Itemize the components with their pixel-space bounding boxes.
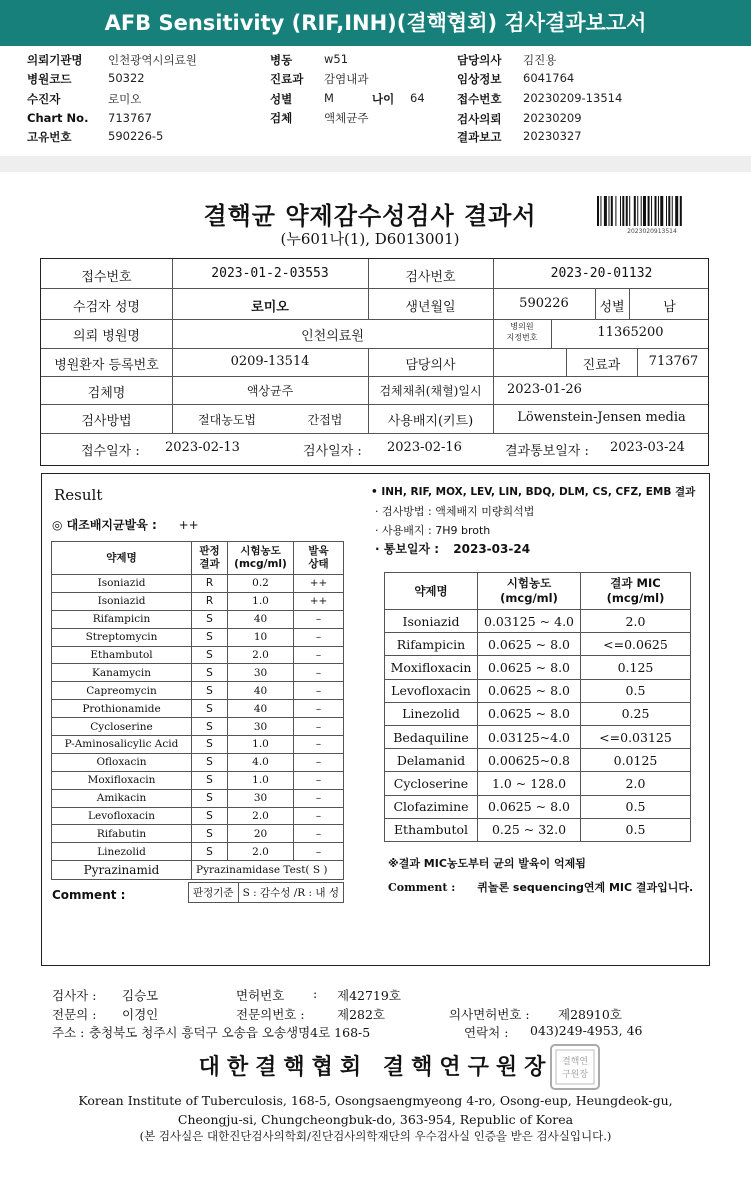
col-header: 발육 상태 [294, 542, 344, 575]
comment-label: Comment : [52, 888, 126, 902]
info-label: 검사의뢰 [457, 112, 502, 126]
hospital-code-label: 병의원 [510, 322, 534, 331]
mic-value: 0.125 [581, 656, 691, 679]
growth-status: – [294, 664, 344, 682]
result-title: Result [54, 486, 103, 504]
drug-name: Isoniazid [52, 575, 192, 593]
document-title: 결핵균 약제감수성검사 결과서 [203, 201, 537, 230]
reg-no: 0209-13514 [230, 354, 310, 369]
info-label: Chart No. [27, 111, 89, 125]
dept-label: 진료과 [582, 358, 621, 373]
info-label: 병동 [270, 53, 293, 67]
info-value: M [324, 91, 334, 105]
mic-value: <=0.03125 [581, 725, 691, 748]
criteria-text: S : 감수성 /R : 내 성 [238, 883, 343, 902]
drug-name: P-Aminosalicylic Acid [52, 736, 192, 754]
info-value: 김진용 [523, 53, 557, 67]
drug-name: Ethambutol [52, 646, 192, 664]
dst-row [52, 718, 344, 736]
mic-note: ※결과 MIC농도부터 균의 발육이 억제됨 [388, 857, 586, 870]
judgement: S [192, 825, 228, 843]
mic-range: 0.0625 ~ 8.0 [478, 656, 581, 679]
spec-no: 제282호 [337, 1007, 386, 1022]
method-label: 검사방법 [81, 414, 132, 429]
info-label: 진료과 [270, 72, 304, 86]
mic-notify-label: · 통보일자 : [375, 542, 440, 556]
col-header: 결과 MIC (mcg/ml) [581, 573, 691, 610]
dst-row [52, 736, 344, 754]
drug-name: Cycloserine [52, 718, 192, 736]
divider-band [0, 156, 751, 172]
recv-date-label: 접수일자 : [81, 444, 140, 459]
institute-english-1: Korean Institute of Tuberculosis, 168-5, Osongsaengmyeong 4-ro, Osong-eup, Heungdeok-gu, [78, 1093, 673, 1108]
mic-row [385, 772, 691, 795]
dst-row [52, 825, 344, 843]
control-value: ++ [178, 518, 199, 532]
mic-method: · 검사방법 : 액체배지 미량희석법 [375, 505, 535, 518]
concentration: 30 [228, 789, 294, 807]
mic-drug-name: Cycloserine [385, 772, 478, 795]
svg-text:구원장: 구원장 [561, 1070, 589, 1080]
growth-status: ++ [294, 575, 344, 593]
dst-row [52, 700, 344, 718]
info-value: 액체균주 [324, 111, 369, 125]
mic-header [371, 483, 695, 559]
dst-row [52, 664, 344, 682]
mic-row [385, 795, 691, 818]
info-value: 20230209-13514 [523, 91, 623, 105]
patient-info [0, 50, 751, 150]
institute-korean: 대한결핵협회 결핵연구원장 [198, 1054, 553, 1080]
collect-date: 2023-01-26 [507, 382, 582, 397]
info-value: w51 [324, 52, 349, 66]
mic-drug-name: Moxifloxacin [385, 656, 478, 679]
growth-status: ++ [294, 592, 344, 610]
judgement: S [192, 664, 228, 682]
receipt-no: 2023-01-2-03553 [211, 266, 329, 281]
drug-name: Streptomycin [52, 628, 192, 646]
info-label: 성별 [270, 92, 293, 106]
patient-name: 로미오 [251, 300, 289, 315]
control-label: ◎ 대조배지균발육 : [52, 518, 157, 532]
concentration: 1.0 [228, 592, 294, 610]
document-subtitle: (누601나(1), D6013001) [280, 230, 460, 248]
drug-name: Amikacin [52, 789, 192, 807]
method-a: 절대농도법 [198, 413, 256, 427]
specialist-name: 이경인 [122, 1007, 159, 1022]
mic-range: 0.0625 ~ 8.0 [478, 702, 581, 725]
growth-status: – [294, 736, 344, 754]
drug-name: Isoniazid [52, 592, 192, 610]
result-section [41, 473, 710, 966]
address: 충청북도 청주시 흥덕구 오송읍 오송생명4로 168-5 [89, 1025, 371, 1040]
concentration: 30 [228, 718, 294, 736]
mic-comment [388, 879, 693, 895]
info-label: 임상정보 [457, 72, 502, 86]
col-header: 약제명 [385, 573, 478, 610]
concentration: 2.0 [228, 807, 294, 825]
doctor-label: 담당의사 [405, 358, 456, 373]
col-header: 약제명 [52, 542, 192, 575]
certification-note: (본 검사실은 대한진단검사의학회/진단검사의학재단의 우수검사실 인증을 받은 검사실입니다.) [139, 1129, 612, 1143]
dst-row [52, 843, 344, 861]
judgement: S [192, 718, 228, 736]
drug-name: Levofloxacin [52, 807, 192, 825]
judgement: R [192, 575, 228, 593]
mic-range: 1.0 ~ 128.0 [478, 772, 581, 795]
drug-name: Rifabutin [52, 825, 192, 843]
judgement: S [192, 753, 228, 771]
concentration: 20 [228, 825, 294, 843]
concentration: 1.0 [228, 736, 294, 754]
tester-label: 검사자 : [52, 988, 97, 1003]
mic-row [385, 702, 691, 725]
birth-date: 590226 [519, 296, 569, 311]
mic-range: 0.0625 ~ 8.0 [478, 633, 581, 656]
dept-value: 713767 [648, 354, 699, 369]
mic-notify-date: 2023-03-24 [453, 542, 531, 556]
method-b: 간접법 [307, 413, 343, 427]
drug-name: Linezolid [52, 843, 192, 861]
mic-row [385, 725, 691, 748]
dst-row [52, 592, 344, 610]
judgement: S [192, 700, 228, 718]
hospital-code: 11365200 [597, 325, 664, 340]
mic-comment-label: Comment : [388, 881, 456, 894]
institute-english-2: Cheongju-si, Chungcheongbuk-do, 363-954, Republic of Korea [177, 1112, 574, 1127]
sex-label: 성별 [599, 300, 625, 315]
license-no: 제42719호 [337, 988, 401, 1003]
info-label: 수진자 [27, 92, 61, 106]
dst-row [52, 789, 344, 807]
contact-label: 연락처 : [464, 1025, 509, 1040]
judgement: S [192, 682, 228, 700]
mic-drug-name: Ethambutol [385, 818, 478, 841]
mic-medium: · 사용배지 : 7H9 broth [375, 524, 491, 537]
hospital-label: 의뢰 병원명 [73, 329, 140, 344]
drug-name: Capreomycin [52, 682, 192, 700]
dst-row [52, 771, 344, 789]
concentration: 1.0 [228, 771, 294, 789]
mic-drug-name: Linezolid [385, 702, 478, 725]
medium-label: 사용배지(키트) [387, 414, 474, 429]
concentration: 2.0 [228, 843, 294, 861]
concentration: 4.0 [228, 753, 294, 771]
info-label: 병원코드 [27, 72, 72, 86]
pza-result: Pyrazinamidase Test( S ) [192, 861, 344, 880]
concentration: 10 [228, 628, 294, 646]
info-label: 담당의사 [457, 53, 502, 67]
concentration: 40 [228, 700, 294, 718]
info-label: 고유번호 [27, 130, 72, 144]
report-footer [0, 980, 751, 1160]
mic-range: 0.0625 ~ 8.0 [478, 795, 581, 818]
dst-row [52, 610, 344, 628]
growth-status: – [294, 718, 344, 736]
mic-value: <=0.0625 [581, 633, 691, 656]
mic-drug-line: • INH, RIF, MOX, LEV, LIN, BDQ, DLM, CS, CFZ, EMB 결과 [371, 486, 696, 498]
drug-name: Rifampicin [52, 610, 192, 628]
receipt-no-label: 접수번호 [81, 270, 132, 285]
dst-row [52, 753, 344, 771]
mic-table [384, 572, 691, 842]
judgement: S [192, 736, 228, 754]
concentration: 2.0 [228, 646, 294, 664]
contact: 043)249-4953, 46 [530, 1023, 643, 1038]
concentration: 30 [228, 664, 294, 682]
mic-drug-name: Clofazimine [385, 795, 478, 818]
drug-name: Ofloxacin [52, 753, 192, 771]
control-growth [52, 516, 199, 533]
mic-value: 2.0 [581, 772, 691, 795]
growth-status: – [294, 700, 344, 718]
barcode-number: 2023020913514 [627, 228, 677, 235]
mic-drug-name: Levofloxacin [385, 679, 478, 702]
info-label: 결과보고 [457, 130, 502, 144]
growth-status: – [294, 789, 344, 807]
mic-value: 2.0 [581, 610, 691, 633]
dst-row [52, 682, 344, 700]
request-info-table [40, 258, 709, 466]
info-value: 20230209 [523, 111, 582, 125]
address-label: 주소 : [52, 1025, 85, 1040]
mic-drug-name: Rifampicin [385, 633, 478, 656]
specialist-label: 전문의 : [52, 1007, 97, 1022]
growth-status: – [294, 646, 344, 664]
notify-date-label: 결과통보일자 : [505, 444, 589, 459]
growth-status: – [294, 843, 344, 861]
hospital-code-label: 지정번호 [506, 333, 538, 342]
growth-status: – [294, 771, 344, 789]
info-value: 로미오 [108, 92, 142, 106]
growth-status: – [294, 682, 344, 700]
medium-value: Löwenstein-Jensen media [517, 410, 686, 425]
collect-label: 검체채취(채혈)일시 [379, 384, 482, 398]
specimen-label: 검체명 [87, 386, 126, 401]
concentration: 0.2 [228, 575, 294, 593]
col-header: 시험농도 (mcg/ml) [228, 542, 294, 575]
judgement: S [192, 843, 228, 861]
mic-range: 0.0625 ~ 8.0 [478, 679, 581, 702]
tester-name: 김승모 [122, 988, 159, 1003]
recv-date: 2023-02-13 [165, 440, 240, 455]
criteria-box [188, 882, 344, 903]
info-label: 의뢰기관명 [27, 53, 83, 67]
growth-status: – [294, 628, 344, 646]
mic-value: 0.25 [581, 702, 691, 725]
info-value: 감염내과 [324, 72, 369, 86]
judgement: S [192, 771, 228, 789]
mic-range: 0.03125~4.0 [478, 725, 581, 748]
sex-value: 남 [663, 300, 676, 315]
drug-name: Moxifloxacin [52, 771, 192, 789]
growth-status: – [294, 753, 344, 771]
judgement: R [192, 592, 228, 610]
mic-range: 0.00625~0.8 [478, 749, 581, 772]
mic-row [385, 656, 691, 679]
doc-license-label: 의사면허번호 : [449, 1007, 530, 1022]
license-sep: : [313, 986, 318, 1001]
judgement: S [192, 789, 228, 807]
mic-row [385, 679, 691, 702]
mic-row [385, 610, 691, 633]
concentration: 40 [228, 682, 294, 700]
mic-range: 0.03125 ~ 4.0 [478, 610, 581, 633]
col-header: 시험농도 (mcg/ml) [478, 573, 581, 610]
growth-status: – [294, 825, 344, 843]
spec-no-label: 전문의번호 : [236, 1007, 305, 1022]
doc-license-no: 제28910호 [558, 1007, 622, 1022]
test-no-label: 검사번호 [405, 270, 456, 285]
info-value: 590226-5 [108, 129, 164, 143]
growth-status: – [294, 807, 344, 825]
info-value: 64 [410, 91, 425, 105]
patient-label: 수검자 성명 [73, 300, 140, 315]
judgement: S [192, 610, 228, 628]
official-seal-icon [548, 1042, 602, 1092]
judgement: S [192, 628, 228, 646]
info-value: 50322 [108, 71, 145, 85]
test-no: 2023-20-01132 [550, 266, 653, 281]
info-label: 접수번호 [457, 92, 502, 106]
barcode-image [597, 196, 707, 230]
info-value: 713767 [108, 111, 152, 125]
info-label: 나이 [372, 92, 395, 106]
mic-value: 0.5 [581, 818, 691, 841]
report-title-bar: AFB Sensitivity (RIF,INH)(결핵협회) 검사결과보고서 [0, 0, 751, 46]
info-value: 인천광역시의료원 [108, 53, 197, 67]
mic-value: 0.5 [581, 679, 691, 702]
pza-drug: Pyrazinamid [52, 861, 192, 880]
dst-row [52, 575, 344, 593]
hospital-name: 인천의료원 [301, 329, 364, 344]
dst-row [52, 628, 344, 646]
mic-range: 0.25 ~ 32.0 [478, 818, 581, 841]
notify-date: 2023-03-24 [610, 440, 685, 455]
license-label: 면허번호 [236, 988, 285, 1003]
dst-row [52, 646, 344, 664]
growth-status: – [294, 610, 344, 628]
reg-label: 병원환자 등록번호 [54, 358, 159, 373]
mic-drug-name: Isoniazid [385, 610, 478, 633]
dst-row [52, 807, 344, 825]
judgement: S [192, 646, 228, 664]
info-value: 6041764 [523, 71, 575, 85]
svg-text:결핵연: 결핵연 [561, 1057, 589, 1067]
info-label: 검체 [270, 111, 293, 125]
mic-comment-text: 퀴놀론 sequencing연계 MIC 결과입니다. [477, 881, 694, 894]
exam-date: 2023-02-16 [387, 440, 462, 455]
col-header: 판정 결과 [192, 542, 228, 575]
birth-label: 생년월일 [405, 300, 456, 315]
mic-drug-name: Delamanid [385, 749, 478, 772]
mic-value: 0.5 [581, 795, 691, 818]
drug-name: Prothionamide [52, 700, 192, 718]
mic-row [385, 818, 691, 841]
drug-name: Kanamycin [52, 664, 192, 682]
exam-date-label: 검사일자 : [303, 444, 362, 459]
concentration: 40 [228, 610, 294, 628]
mic-value: 0.0125 [581, 749, 691, 772]
judgement: S [192, 807, 228, 825]
criteria-label: 판정기준 [193, 887, 234, 899]
dst-table [51, 541, 344, 880]
specimen-value: 액상균주 [246, 384, 294, 398]
mic-row [385, 749, 691, 772]
mic-drug-name: Bedaquiline [385, 725, 478, 748]
mic-row [385, 633, 691, 656]
info-value: 20230327 [523, 129, 582, 143]
